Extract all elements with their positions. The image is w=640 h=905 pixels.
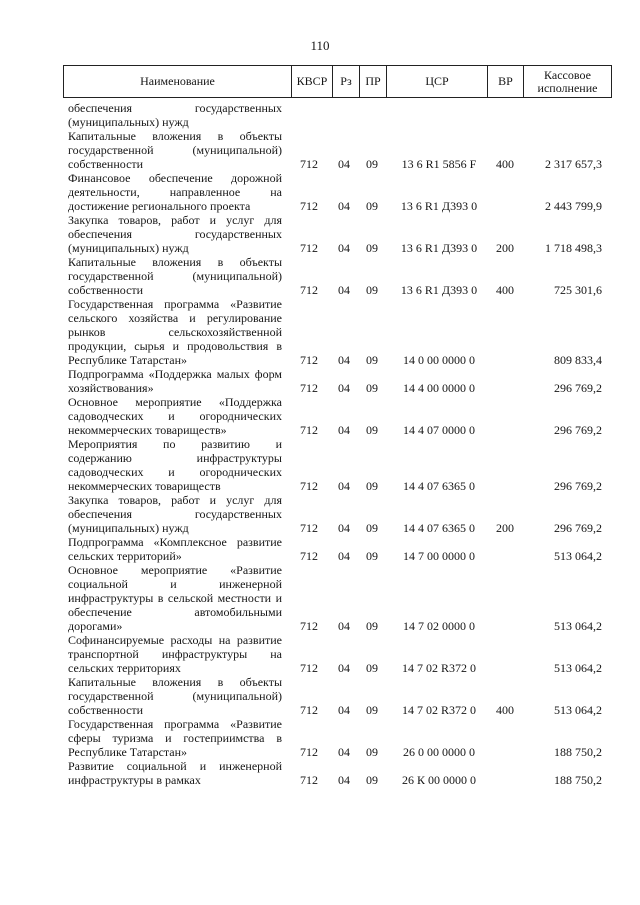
row-name-line: обеспечения государственных	[68, 507, 282, 521]
cell-pr: 09	[366, 353, 378, 367]
cell-pr: 09	[366, 521, 378, 535]
cell-pr: 09	[366, 619, 378, 633]
row-name-line: Государственная программа «Развитие	[68, 717, 282, 731]
table-row	[0, 437, 640, 493]
cell-vr	[488, 745, 522, 759]
cell-pr: 09	[366, 703, 378, 717]
row-name-line: Подпрограмма «Поддержка малых форм	[68, 367, 282, 381]
cell-csr: 13 6 R1 Д393 0	[400, 283, 478, 297]
cell-amount: 1 718 498,3	[545, 241, 602, 255]
row-name-line: собственности	[68, 283, 144, 297]
cell-amount: 2 443 799,9	[545, 199, 602, 213]
cell-csr: 13 6 R1 Д393 0	[400, 199, 478, 213]
cell-amount: 296 769,2	[554, 423, 602, 437]
table-row	[0, 129, 640, 171]
row-name-line: (муниципальных) нужд	[68, 241, 189, 255]
row-name	[68, 395, 282, 437]
cell-rz: 04	[338, 703, 350, 717]
cell-vr	[488, 773, 522, 787]
cell-amount	[526, 115, 602, 129]
table-row	[0, 297, 640, 367]
cell-vr: 200	[496, 521, 514, 535]
header-rz: Рз	[332, 66, 359, 97]
cell-kvsr: 712	[300, 353, 318, 367]
table-row	[0, 255, 640, 297]
table-row	[0, 675, 640, 717]
cell-vr	[488, 381, 522, 395]
cell-kvsr: 712	[300, 619, 318, 633]
row-name-line: Закупка товаров, работ и услуг для	[68, 493, 282, 507]
table-row	[0, 535, 640, 563]
cell-amount: 809 833,4	[554, 353, 602, 367]
cell-csr: 26 0 00 0000 0	[403, 745, 475, 759]
row-name-line: рынков сельскохозяйственной	[68, 325, 282, 339]
row-name	[68, 759, 282, 787]
row-name-line: собственности	[68, 703, 144, 717]
table-row	[0, 101, 640, 129]
cell-rz: 04	[338, 241, 350, 255]
cell-rz: 04	[338, 479, 350, 493]
table-row	[0, 717, 640, 759]
row-name-line: дорогами»	[68, 619, 123, 633]
cell-kvsr	[293, 115, 325, 129]
cell-kvsr: 712	[300, 521, 318, 535]
cell-csr	[390, 115, 488, 129]
table-row	[0, 395, 640, 437]
row-name-line: (муниципальных) нужд	[68, 521, 189, 535]
cell-amount: 513 064,2	[554, 619, 602, 633]
cell-vr	[488, 423, 522, 437]
cell-csr: 14 4 07 6365 0	[403, 521, 475, 535]
row-name-line: содержанию инфраструктуры	[68, 451, 282, 465]
row-name-line: обеспечения государственных	[68, 101, 282, 115]
row-name	[68, 563, 282, 633]
row-name-line: государственной (муниципальной)	[68, 269, 282, 283]
cell-pr: 09	[366, 479, 378, 493]
cell-rz: 04	[338, 381, 350, 395]
cell-rz: 04	[338, 745, 350, 759]
cell-pr: 09	[366, 423, 378, 437]
row-name-line: Капитальные вложения в объекты	[68, 129, 282, 143]
cell-kvsr: 712	[300, 283, 318, 297]
cell-amount: 513 064,2	[554, 549, 602, 563]
row-name	[68, 171, 282, 213]
row-name-line: инфраструктуры в сельской местности и	[68, 591, 282, 605]
cell-vr: 200	[496, 241, 514, 255]
cell-amount: 296 769,2	[554, 521, 602, 535]
row-name-line: Капитальные вложения в объекты	[68, 255, 282, 269]
row-name-line: некоммерческих товариществ	[68, 479, 221, 493]
cell-vr	[488, 479, 522, 493]
cell-vr: 400	[496, 283, 514, 297]
cell-rz: 04	[338, 353, 350, 367]
cell-csr: 14 7 00 0000 0	[403, 549, 475, 563]
cell-amount: 513 064,2	[554, 661, 602, 675]
cell-pr: 09	[366, 661, 378, 675]
cell-kvsr: 712	[300, 199, 318, 213]
table-row	[0, 759, 640, 787]
cell-rz	[333, 115, 355, 129]
cell-kvsr: 712	[300, 661, 318, 675]
row-name-line: Финансовое обеспечение дорожной	[68, 171, 282, 185]
row-name-line: инфраструктуры в рамках	[68, 773, 201, 787]
cell-pr	[360, 115, 384, 129]
row-name	[68, 129, 282, 171]
cell-kvsr: 712	[300, 773, 318, 787]
header-name: Наименование	[140, 74, 215, 88]
cell-pr: 09	[366, 745, 378, 759]
table-row	[0, 633, 640, 675]
row-name-line: хозяйствования»	[68, 381, 154, 395]
row-name-line: (муниципальных) нужд	[68, 115, 189, 129]
cell-amount: 725 301,6	[554, 283, 602, 297]
row-name	[68, 255, 282, 297]
row-name-line: сельских территорий»	[68, 549, 182, 563]
cell-pr: 09	[366, 199, 378, 213]
row-name-line: некоммерческих товариществ»	[68, 423, 227, 437]
cell-amount: 513 064,2	[554, 703, 602, 717]
row-name-line: Развитие социальной и инженерной	[68, 759, 282, 773]
cell-pr: 09	[366, 773, 378, 787]
row-name	[68, 367, 282, 395]
cell-rz: 04	[338, 549, 350, 563]
cell-csr: 14 0 00 0000 0	[403, 353, 475, 367]
table-row	[0, 563, 640, 633]
cell-rz: 04	[338, 773, 350, 787]
cell-pr: 09	[366, 381, 378, 395]
row-name-line: обеспечения государственных	[68, 227, 282, 241]
row-name-line: Подпрограмма «Комплексное развитие	[68, 535, 282, 549]
row-name-line: сферы туризма и гостеприимства в	[68, 731, 282, 745]
cell-kvsr: 712	[300, 549, 318, 563]
row-name-line: Республике Татарстан»	[68, 353, 188, 367]
cell-csr: 13 6 R1 Д393 0	[400, 241, 478, 255]
row-name-line: социальной и инженерной	[68, 577, 282, 591]
cell-pr: 09	[366, 549, 378, 563]
cell-pr: 09	[366, 283, 378, 297]
cell-amount: 2 317 657,3	[545, 157, 602, 171]
row-name-line: продукции, сырья и продовольствия в	[68, 339, 282, 353]
row-name-line: Софинансируемые расходы на развитие	[68, 633, 282, 647]
cell-csr: 14 4 07 6365 0	[403, 479, 475, 493]
table-row	[0, 367, 640, 395]
row-name	[68, 717, 282, 759]
cell-vr: 400	[496, 157, 514, 171]
row-name-line: Мероприятия по развитию и	[68, 437, 282, 451]
cell-csr: 14 4 07 0000 0	[403, 423, 475, 437]
table-row	[0, 213, 640, 255]
page-number: 110	[310, 38, 330, 53]
row-name	[68, 101, 282, 129]
cell-csr: 26 К 00 0000 0	[401, 773, 476, 787]
row-name	[68, 437, 282, 493]
header-kvsr: КВСР	[291, 66, 332, 97]
header-amount	[523, 66, 611, 97]
row-name-line: государственной (муниципальной)	[68, 689, 282, 703]
cell-vr	[488, 549, 522, 563]
header-amount-line: исполнение	[537, 80, 598, 95]
cell-pr: 09	[366, 157, 378, 171]
row-name	[68, 493, 282, 535]
row-name-line: обеспечение автомобильными	[68, 605, 282, 619]
cell-kvsr: 712	[300, 745, 318, 759]
header-pr: ПР	[359, 66, 386, 97]
cell-rz: 04	[338, 199, 350, 213]
row-name-line: садоводческих и огороднических	[68, 465, 282, 479]
row-name	[68, 675, 282, 717]
cell-rz: 04	[338, 521, 350, 535]
cell-rz: 04	[338, 619, 350, 633]
cell-csr: 14 7 02 0000 0	[403, 619, 475, 633]
row-name-line: деятельности, направленное на	[68, 185, 282, 199]
table-header	[63, 65, 612, 98]
cell-csr: 14 7 02 R372 0	[401, 703, 476, 717]
row-name-line: сельского хозяйства и регулирование	[68, 311, 282, 325]
cell-vr	[488, 115, 522, 129]
row-name-line: Государственная программа «Развитие	[68, 297, 282, 311]
row-name-line: государственной (муниципальной)	[68, 143, 282, 157]
cell-csr: 14 7 02 R372 0	[401, 661, 476, 675]
header-csr: ЦСР	[386, 66, 487, 97]
cell-amount: 188 750,2	[554, 745, 602, 759]
table-row	[0, 171, 640, 213]
row-name-line: сельских территориях	[68, 661, 181, 675]
header-vr: ВР	[487, 66, 523, 97]
table-row	[0, 493, 640, 535]
cell-amount: 296 769,2	[554, 479, 602, 493]
cell-kvsr: 712	[300, 423, 318, 437]
cell-kvsr: 712	[300, 381, 318, 395]
row-name-line: собственности	[68, 157, 144, 171]
cell-kvsr: 712	[300, 703, 318, 717]
cell-vr	[488, 199, 522, 213]
row-name-line: Закупка товаров, работ и услуг для	[68, 213, 282, 227]
cell-kvsr: 712	[300, 241, 318, 255]
row-name	[68, 297, 282, 367]
cell-rz: 04	[338, 283, 350, 297]
row-name-line: Республике Татарстан»	[68, 745, 188, 759]
cell-csr: 14 4 00 0000 0	[403, 381, 475, 395]
row-name	[68, 535, 282, 563]
cell-vr: 400	[496, 703, 514, 717]
cell-vr	[488, 619, 522, 633]
header-amount-line: Кассовое	[544, 67, 591, 82]
row-name-line: Основное мероприятие «Поддержка	[68, 395, 282, 409]
cell-kvsr: 712	[300, 157, 318, 171]
cell-amount: 296 769,2	[554, 381, 602, 395]
row-name	[68, 633, 282, 675]
cell-rz: 04	[338, 157, 350, 171]
row-name-line: достижение регионального проекта	[68, 199, 251, 213]
row-name-line: Основное мероприятие «Развитие	[68, 563, 282, 577]
row-name	[68, 213, 282, 255]
cell-kvsr: 712	[300, 479, 318, 493]
cell-csr: 13 6 R1 5856 F	[401, 157, 477, 171]
cell-rz: 04	[338, 661, 350, 675]
row-name-line: транспортной инфраструктуры на	[68, 647, 282, 661]
row-name-line: Капитальные вложения в объекты	[68, 675, 282, 689]
cell-pr: 09	[366, 241, 378, 255]
cell-rz: 04	[338, 423, 350, 437]
cell-vr	[488, 353, 522, 367]
cell-vr	[488, 661, 522, 675]
row-name-line: садоводческих и огороднических	[68, 409, 282, 423]
cell-amount: 188 750,2	[554, 773, 602, 787]
